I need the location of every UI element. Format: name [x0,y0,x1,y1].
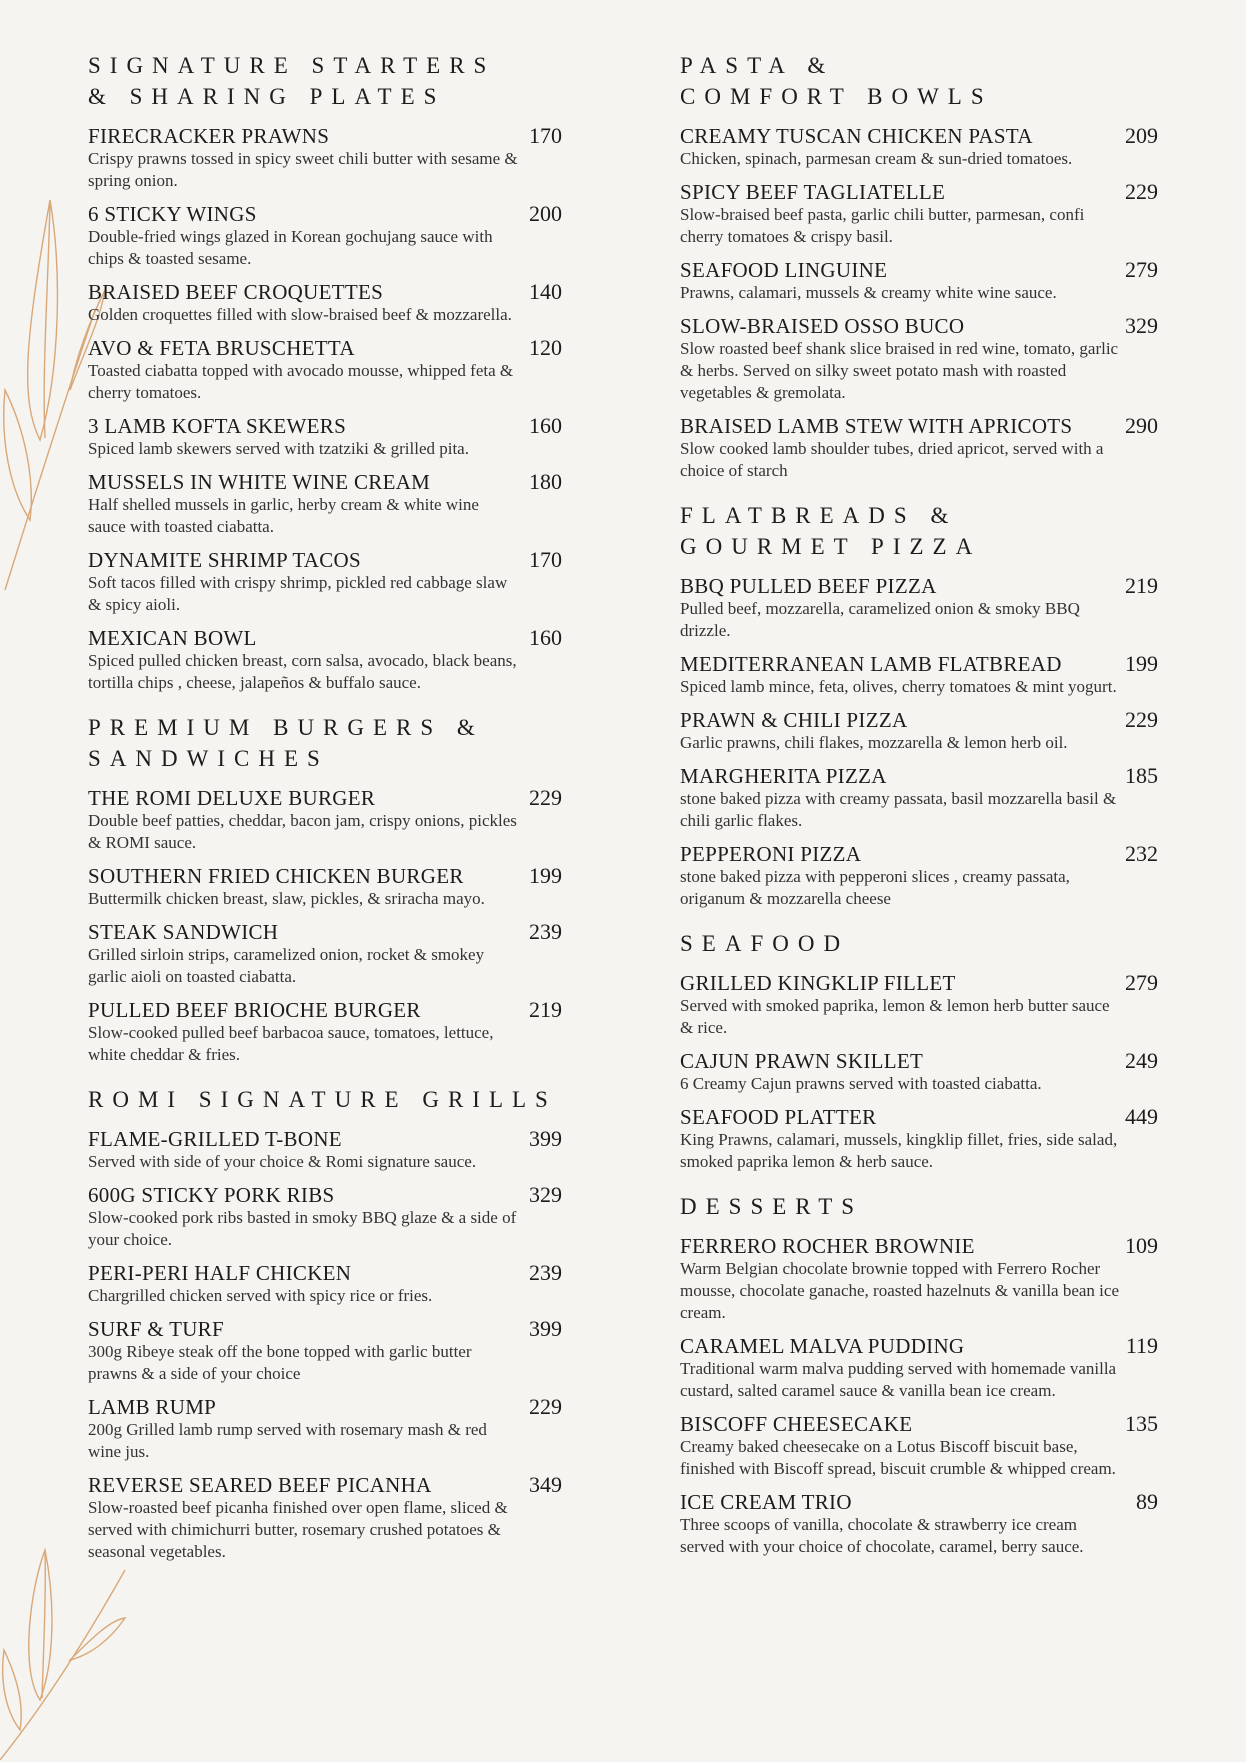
section-title [88,1084,562,1115]
menu-item-price: 399 [529,1316,562,1341]
section-title-line: PREMIUM BURGERS & [88,715,484,740]
section-title-line: SANDWICHES [88,746,329,771]
menu-item-name: SPICY BEEF TAGLIATELLE [680,180,946,204]
section-title-line: FLATBREADS & [680,503,958,528]
menu-item-price: 232 [1125,841,1158,866]
menu-item-name: PEPPERONI PIZZA [680,842,862,866]
menu-item-name: CARAMEL MALVA PUDDING [680,1334,965,1358]
menu-item [88,280,562,326]
menu-item [88,1317,562,1385]
menu-item-description: Spiced pulled chicken breast, corn salsa, avocado, black beans, tortilla chips , cheese, jalapeños & buffalo sauce. [88,651,517,692]
menu-item [680,1334,1158,1402]
menu-item-header [88,786,562,810]
menu-item-description: stone baked pizza with creamy passata, basil mozzarella basil & chili garlic flakes. [680,789,1117,830]
menu-item-name: SURF & TURF [88,1317,224,1341]
menu-item-name: SEAFOOD PLATTER [680,1105,877,1129]
menu-item [88,202,562,270]
menu-item-price: 89 [1136,1489,1158,1514]
menu-item-name: CREAMY TUSCAN CHICKEN PASTA [680,124,1033,148]
section-title-line: SIGNATURE STARTERS [88,53,496,78]
menu-item-name: ICE CREAM TRIO [680,1490,852,1514]
menu-item-name: MEXICAN BOWL [88,626,257,650]
menu-item-header [88,280,562,304]
menu-item-name: 3 LAMB KOFTA SKEWERS [88,414,347,438]
menu-item-description: Golden croquettes filled with slow-braised beef & mozzarella. [88,305,512,324]
menu-item-name: LAMB RUMP [88,1395,217,1419]
menu-item-description: 6 Creamy Cajun prawns served with toasted ciabatta. [680,1074,1042,1093]
menu-item-description: Pulled beef, mozzarella, caramelized onion & smoky BBQ drizzle. [680,599,1080,640]
menu-item-description: 300g Ribeye steak off the bone topped with garlic butter prawns & a side of your choice [88,1342,472,1383]
menu-section [680,928,1158,1173]
menu-item-name: BRAISED LAMB STEW WITH APRICOTS [680,414,1073,438]
menu-item [88,626,562,694]
menu-section [88,712,562,1066]
menu-item [680,971,1158,1039]
menu-item-description: Slow-braised beef pasta, garlic chili butter, parmesan, confi cherry tomatoes & crispy basil. [680,205,1085,246]
menu-item-price: 229 [529,785,562,810]
menu-section [88,50,562,694]
menu-item-header [88,1127,562,1151]
menu-item-price: 449 [1125,1104,1158,1129]
menu-item-description: Spiced lamb mince, feta, olives, cherry tomatoes & mint yogurt. [680,677,1117,696]
menu-item-name: REVERSE SEARED BEEF PICANHA [88,1473,432,1497]
menu-item-price: 180 [529,469,562,494]
menu-item-price: 279 [1125,257,1158,282]
menu-item [88,1473,562,1563]
menu-item-price: 119 [1125,1333,1158,1358]
menu-item-description: Double beef patties, cheddar, bacon jam, crispy onions, pickles & ROMI sauce. [88,811,517,852]
menu-item-name: BBQ PULLED BEEF PIZZA [680,574,937,598]
menu-item-price: 329 [1125,313,1158,338]
menu-item [88,864,562,910]
menu-item-price: 329 [529,1182,562,1207]
menu-item-header [680,652,1158,676]
menu-item-name: MARGHERITA PIZZA [680,764,887,788]
menu-item [88,998,562,1066]
menu-item-header [680,708,1158,732]
menu-item [680,314,1158,404]
menu-item-description: Three scoops of vanilla, chocolate & strawberry ice cream served with your choice of chocolate, caramel, berry sauce. [680,1515,1084,1556]
menu-item-name: BISCOFF CHEESECAKE [680,1412,913,1436]
menu-item-name: 6 STICKY WINGS [88,202,257,226]
menu-item-price: 229 [529,1394,562,1419]
menu-item-price: 229 [1125,179,1158,204]
menu-item-header [88,414,562,438]
menu-item-price: 219 [1125,573,1158,598]
menu-item-name: FLAME-GRILLED T-BONE [88,1127,342,1151]
menu-item [680,1049,1158,1095]
section-title-line: SEAFOOD [680,931,850,956]
menu-item-header [88,920,562,944]
menu-item-description: Chargrilled chicken served with spicy rice or fries. [88,1286,433,1305]
menu-item-header [680,574,1158,598]
menu-item [680,1412,1158,1480]
menu-item-name: MEDITERRANEAN LAMB FLATBREAD [680,652,1062,676]
menu-item-price: 199 [529,863,562,888]
menu-item-name: MUSSELS IN WHITE WINE CREAM [88,470,431,494]
section-title-line: COMFORT BOWLS [680,84,993,109]
menu-item-name: PERI-PERI HALF CHICKEN [88,1261,352,1285]
menu-item-header [88,1473,562,1497]
menu-item-price: 140 [529,279,562,304]
menu-item-header [680,971,1158,995]
menu-item-description: Traditional warm malva pudding served with homemade vanilla custard, salted caramel sauce & vanilla bean ice cream. [680,1359,1117,1400]
menu-item [88,470,562,538]
menu-item [680,1105,1158,1173]
menu-item-name: CAJUN PRAWN SKILLET [680,1049,924,1073]
section-title [680,928,1158,959]
menu-item-header [680,414,1158,438]
menu-item-description: Spiced lamb skewers served with tzatziki & grilled pita. [88,439,469,458]
menu-item-price: 170 [529,547,562,572]
menu-item-header [680,124,1158,148]
menu-item-name: 600G STICKY PORK RIBS [88,1183,335,1207]
menu-item [680,414,1158,482]
menu-item-name: FERRERO ROCHER BROWNIE [680,1234,975,1258]
menu-item [680,764,1158,832]
section-title-line: ROMI SIGNATURE GRILLS [88,1087,557,1112]
section-title [88,712,562,774]
menu-item-description: Grilled sirloin strips, caramelized onion, rocket & smokey garlic aioli on toasted ciabatta. [88,945,485,986]
menu-item-header [88,998,562,1022]
menu-item-description: Slow-cooked pulled beef barbacoa sauce, tomatoes, lettuce, white cheddar & fries. [88,1023,494,1064]
menu-item [680,574,1158,642]
menu-item-header [88,864,562,888]
menu-item-price: 200 [529,201,562,226]
menu-item-header [88,626,562,650]
menu-item-name: SOUTHERN FRIED CHICKEN BURGER [88,864,464,888]
menu-item-header [680,1049,1158,1073]
menu-item-header [88,1395,562,1419]
menu-item-price: 160 [529,625,562,650]
menu-item-description: stone baked pizza with pepperoni slices , creamy passata, origanum & mozzarella cheese [680,867,1070,908]
menu-section [680,1191,1158,1558]
menu-item-header [680,258,1158,282]
menu-item-header [88,124,562,148]
menu-item-price: 399 [529,1126,562,1151]
right-column [680,50,1158,1576]
menu-item-name: THE ROMI DELUXE BURGER [88,786,376,810]
menu-item [88,1127,562,1173]
menu-item-header [680,764,1158,788]
menu-item-header [88,1317,562,1341]
menu-item-header [88,1183,562,1207]
menu-item-description: Garlic prawns, chili flakes, mozzarella & lemon herb oil. [680,733,1068,752]
menu-item [680,180,1158,248]
section-title-line: & SHARING PLATES [88,84,446,109]
menu-item-description: Double-fried wings glazed in Korean gochujang sauce with chips & toasted sesame. [88,227,493,268]
menu-item-description: Slow cooked lamb shoulder tubes, dried apricot, served with a choice of starch [680,439,1104,480]
menu-item-description: Chicken, spinach, parmesan cream & sun-dried tomatoes. [680,149,1073,168]
menu-item-price: 279 [1125,970,1158,995]
menu-item-price: 290 [1125,413,1158,438]
menu-item-header [88,336,562,360]
menu-item-header [88,202,562,226]
menu-item-description: Crispy prawns tossed in spicy sweet chili butter with sesame & spring onion. [88,149,518,190]
menu-item [680,258,1158,304]
menu-item-name: DYNAMITE SHRIMP TACOS [88,548,361,572]
menu-item-header [88,470,562,494]
section-title-line: GOURMET PIZZA [680,534,982,559]
menu-item-description: King Prawns, calamari, mussels, kingklip fillet, fries, side salad, smoked paprika lemon & herb sauce. [680,1130,1118,1171]
menu-item-description: Served with side of your choice & Romi signature sauce. [88,1152,477,1171]
menu-item [680,708,1158,754]
menu-item-price: 120 [529,335,562,360]
menu-item-description: Creamy baked cheesecake on a Lotus Biscoff biscuit base, finished with Biscoff spread, biscuit crumble & whipped cream. [680,1437,1116,1478]
menu-item-description: Served with smoked paprika, lemon & lemon herb butter sauce & rice. [680,996,1110,1037]
menu-item-name: GRILLED KINGKLIP FILLET [680,971,956,995]
menu-item-header [680,1334,1158,1358]
menu-item [680,652,1158,698]
menu-item-description: Slow-roasted beef picanha finished over open flame, sliced & served with chimichurri butter, rosemary crushed potatoes & seasonal vegetables. [88,1498,508,1561]
menu-item-price: 160 [529,413,562,438]
menu-item-price: 135 [1125,1411,1158,1436]
menu-item-description: Toasted ciabatta topped with avocado mousse, whipped feta & cherry tomatoes. [88,361,514,402]
menu-section [680,500,1158,910]
menu-item-price: 219 [529,997,562,1022]
menu-item-description: Prawns, calamari, mussels & creamy white wine sauce. [680,283,1057,302]
menu-item-price: 229 [1125,707,1158,732]
menu-section [680,50,1158,482]
menu-item-name: PULLED BEEF BRIOCHE BURGER [88,998,421,1022]
menu-item-header [88,1261,562,1285]
menu-item-header [680,1105,1158,1129]
menu-item-name: SLOW-BRAISED OSSO BUCO [680,314,965,338]
menu-item-header [680,180,1158,204]
menu-item-price: 185 [1125,763,1158,788]
section-title [88,50,562,112]
menu-item-price: 239 [529,1260,562,1285]
menu-item [88,124,562,192]
left-column [88,50,562,1581]
menu-item-name: AVO & FETA BRUSCHETTA [88,336,355,360]
menu-item-description: Slow-cooked pork ribs basted in smoky BBQ glaze & a side of your choice. [88,1208,517,1249]
menu-section [88,1084,562,1563]
section-title [680,1191,1158,1222]
menu-item-header [680,842,1158,866]
menu-item [88,1261,562,1307]
menu-item-name: FIRECRACKER PRAWNS [88,124,330,148]
menu-item-price: 249 [1125,1048,1158,1073]
menu-item [88,414,562,460]
menu-item-name: STEAK SANDWICH [88,920,279,944]
menu-item-name: SEAFOOD LINGUINE [680,258,888,282]
menu-item [88,786,562,854]
menu-item-name: BRAISED BEEF CROQUETTES [88,280,384,304]
menu-item-header [680,1490,1158,1514]
menu-item [680,842,1158,910]
menu-item-price: 170 [529,123,562,148]
menu-item-description: 200g Grilled lamb rump served with rosemary mash & red wine jus. [88,1420,487,1461]
menu-item-price: 349 [529,1472,562,1497]
menu-item [680,1234,1158,1324]
menu-item-name: PRAWN & CHILI PIZZA [680,708,908,732]
menu-item-header [680,1234,1158,1258]
menu-item-price: 239 [529,919,562,944]
menu-item-description: Half shelled mussels in garlic, herby cream & white wine sauce with toasted ciabatta. [88,495,479,536]
menu-item-header [88,548,562,572]
section-title [680,500,1158,562]
menu-item-header [680,1412,1158,1436]
menu-item-price: 209 [1125,123,1158,148]
menu-item-price: 199 [1125,651,1158,676]
menu-item [88,920,562,988]
menu-item-description: Soft tacos filled with crispy shrimp, pickled red cabbage slaw & spicy aioli. [88,573,508,614]
menu-item [88,1395,562,1463]
menu-item-description: Buttermilk chicken breast, slaw, pickles, & sriracha mayo. [88,889,485,908]
menu-item [88,548,562,616]
section-title-line: DESSERTS [680,1194,864,1219]
menu-item [680,1490,1158,1558]
menu-item-description: Slow roasted beef shank slice braised in red wine, tomato, garlic & herbs. Served on silky sweet potato mash with roasted vegetables & gremolata. [680,339,1119,402]
section-title [680,50,1158,112]
menu-item [88,1183,562,1251]
menu-item [680,124,1158,170]
menu-item-price: 109 [1125,1233,1158,1258]
section-title-line: PASTA & [680,53,835,78]
menu-item-header [680,314,1158,338]
menu-item [88,336,562,404]
menu-item-description: Warm Belgian chocolate brownie topped with Ferrero Rocher mousse, chocolate ganache, roasted hazelnuts & vanilla bean ice cream. [680,1259,1119,1322]
